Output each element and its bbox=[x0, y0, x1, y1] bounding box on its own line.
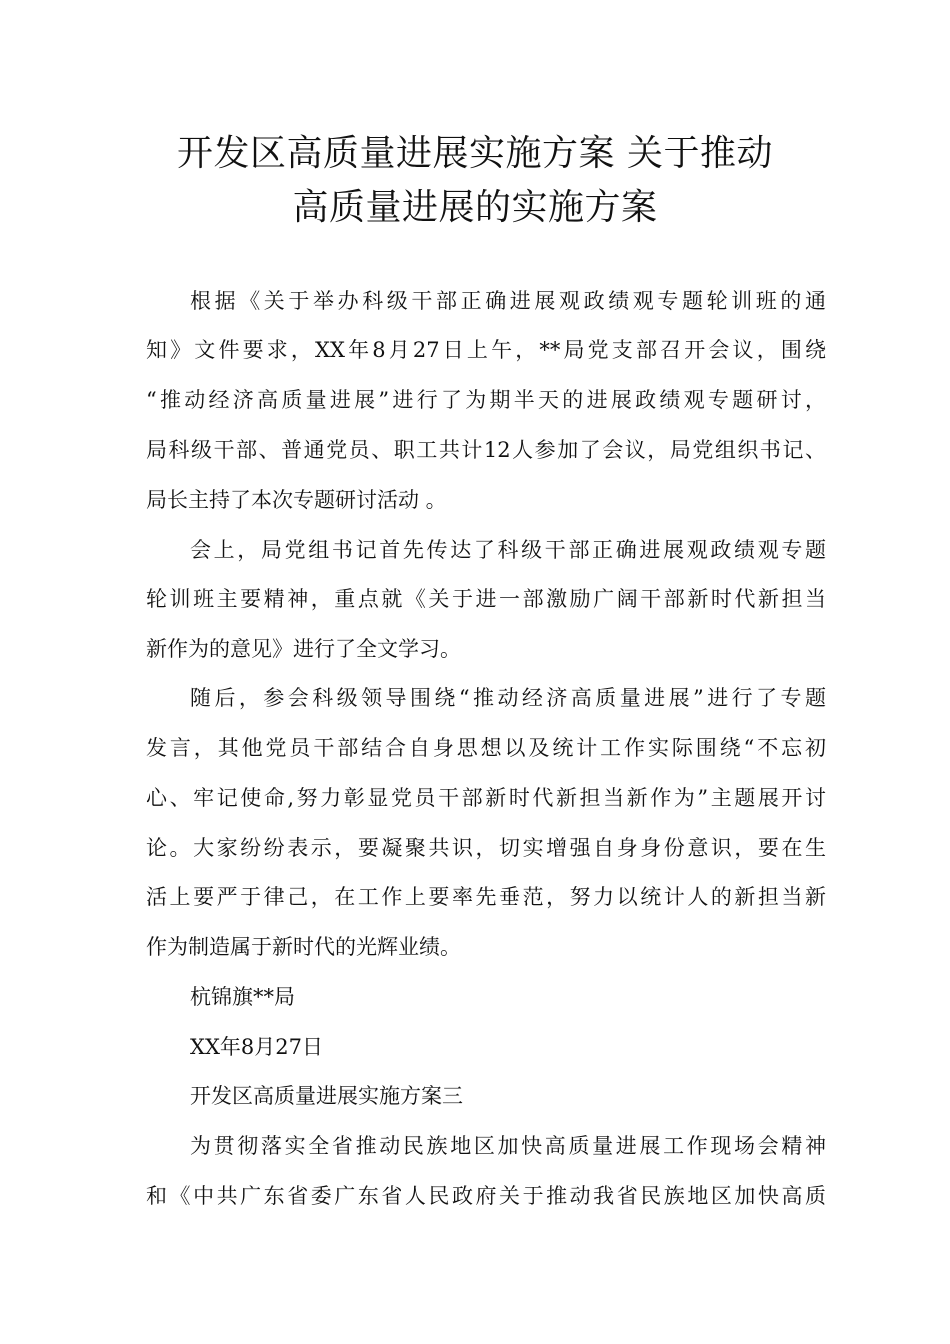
paragraph-4-line-2: 和《中共广东省委广东省人民政府关于推动我省民族地区加快高质 bbox=[146, 1184, 826, 1208]
paragraph-3-line-4: 论。大家纷纷表示，要凝聚共识，切实增强自身身份意识，要在生 bbox=[146, 836, 826, 860]
paragraph-1-line-2: 知》文件要求，XX年8月27日上午，**局党支部召开会议，围绕 bbox=[146, 338, 826, 362]
paragraph-1-line-4: 局科级干部、普通党员、职工共计12人参加了会议，局党组织书记、 bbox=[146, 438, 826, 462]
paragraph-2-line-3: 新作为的意见》进行了全文学习。 bbox=[146, 637, 461, 661]
paragraph-1-line-3: “推动经济高质量进展”进行了为期半天的进展政绩观专题研讨， bbox=[146, 388, 826, 412]
signature-date: XX年8月27日 bbox=[190, 1035, 323, 1059]
paragraph-1-line-5: 局长主持了本次专题研讨活动 。 bbox=[146, 488, 447, 512]
paragraph-3-line-3: 心、牢记使命,努力彰显党员干部新时代新担当新作为”主题展开讨 bbox=[146, 786, 826, 810]
paragraph-3-line-6: 作为制造属于新时代的光辉业绩。 bbox=[146, 935, 461, 959]
paragraph-3-line-5: 活上要严于律己，在工作上要率先垂范，努力以统计人的新担当新 bbox=[146, 885, 826, 909]
signature-org: 杭锦旗**局 bbox=[190, 985, 295, 1009]
section-heading: 开发区高质量进展实施方案三 bbox=[190, 1084, 463, 1108]
paragraph-3-line-2: 发言，其他党员干部结合自身思想以及统计工作实际围绕“不忘初 bbox=[146, 736, 826, 760]
document-title-line-1: 开发区高质量进展实施方案 关于推动 bbox=[177, 133, 773, 174]
document-title-line-2: 高质量进展的实施方案 bbox=[292, 187, 658, 228]
paragraph-2-line-1: 会上，局党组书记首先传达了科级干部正确进展观政绩观专题 bbox=[190, 538, 826, 562]
paragraph-4-line-1: 为贯彻落实全省推动民族地区加快高质量进展工作现场会精神 bbox=[190, 1134, 826, 1158]
paragraph-3-line-1: 随后，参会科级领导围绕“推动经济高质量进展”进行了专题 bbox=[190, 686, 826, 710]
paragraph-2-line-2: 轮训班主要精神，重点就《关于进一部激励广阔干部新时代新担当 bbox=[146, 587, 826, 611]
paragraph-1-line-1: 根据《关于举办科级干部正确进展观政绩观专题轮训班的通 bbox=[190, 289, 826, 313]
